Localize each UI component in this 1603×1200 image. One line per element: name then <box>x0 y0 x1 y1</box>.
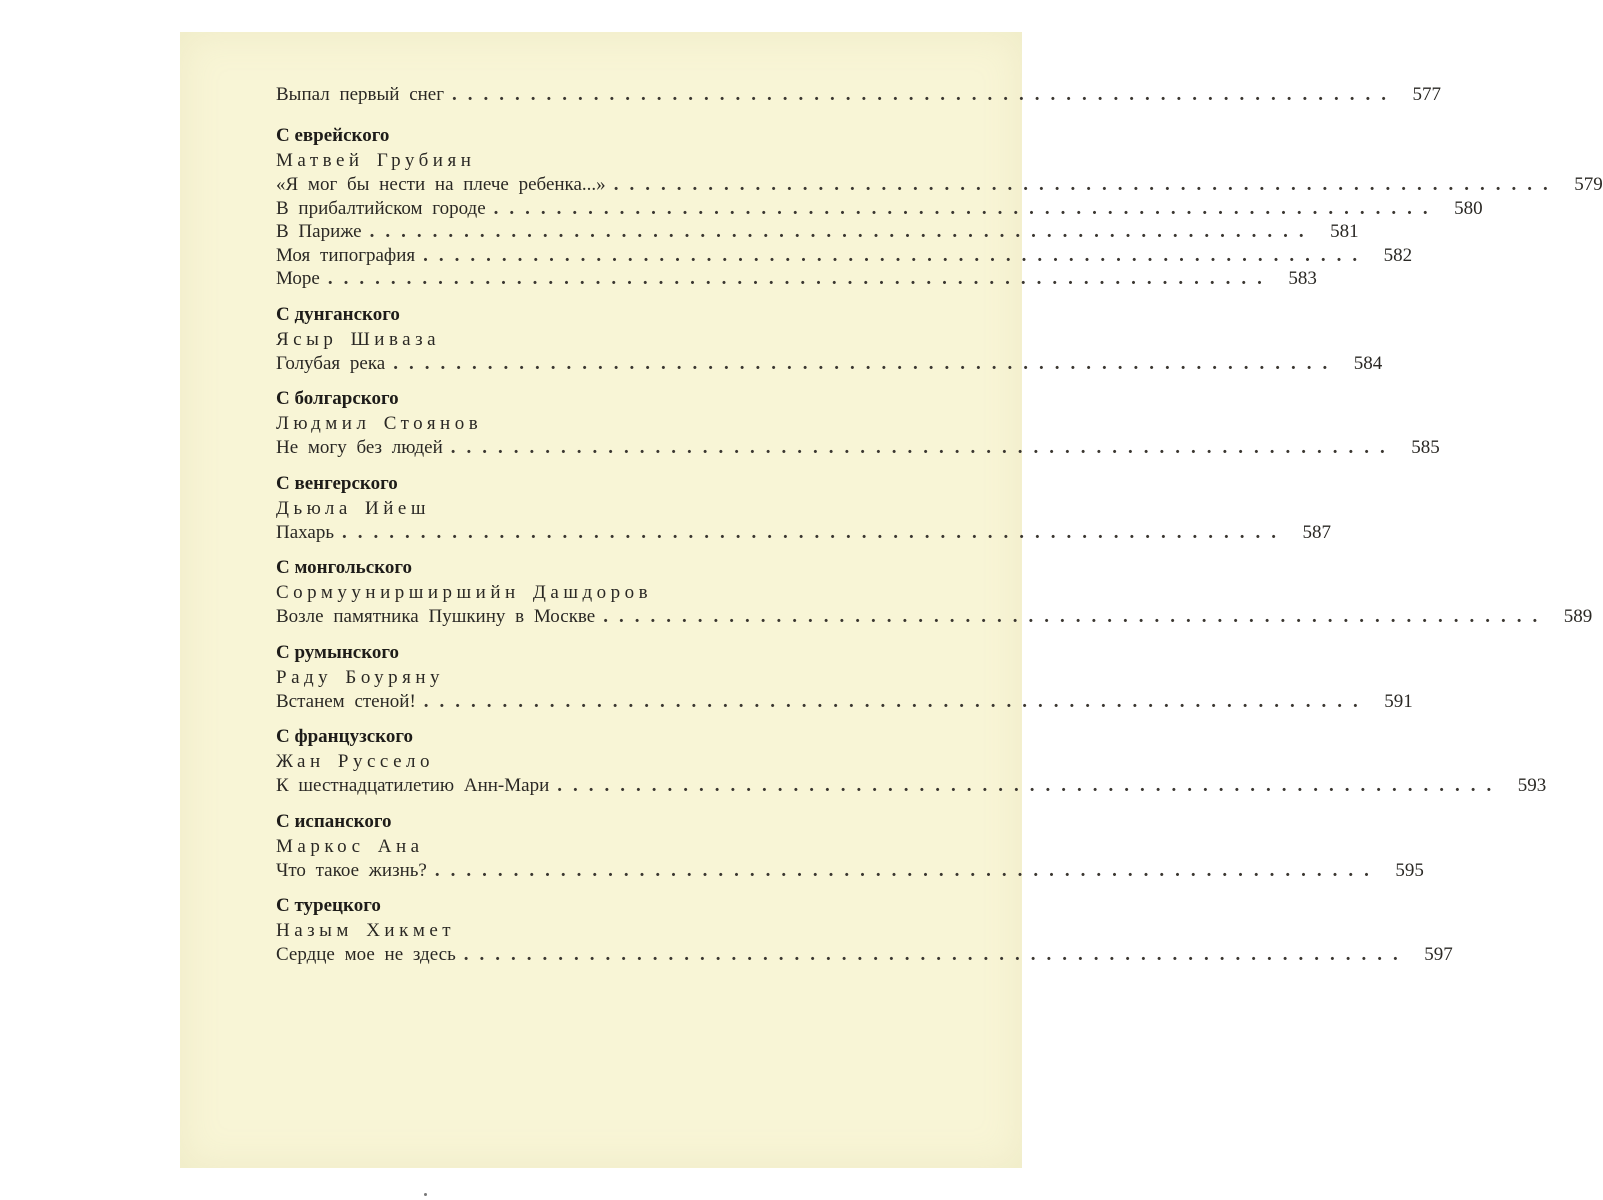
entry-title: Пахарь <box>276 521 335 543</box>
author-name: Маркос Ана <box>276 835 424 857</box>
entry-page-number: 584 <box>1353 352 1383 374</box>
section-heading: С болгарского <box>276 388 399 409</box>
leader-dots: ............................................................ <box>423 244 1369 266</box>
author-name: Матвей Грубиян <box>276 150 476 171</box>
entry-title: Возле памятника Пушкину в Москве <box>276 606 596 627</box>
leader-dots: ............................................................ <box>342 521 1288 543</box>
entry-page-number: 580 <box>1454 197 1483 219</box>
entry-title: Не могу без людей <box>276 437 443 458</box>
leader-dots: ............................................................ <box>434 859 1380 881</box>
section-heading: С венгерского <box>276 472 398 494</box>
toc-entry <box>276 173 1603 197</box>
entry-page-number: 589 <box>1563 606 1593 627</box>
entry-title: К шестнадцатилетию Анн-Мари <box>276 775 550 796</box>
toc-entry <box>276 78 1442 112</box>
toc-section <box>276 471 1332 545</box>
entry-page-number: 591 <box>1384 690 1413 712</box>
section-heading: С французского <box>276 726 413 747</box>
toc-entry <box>276 220 1359 244</box>
entry-title: Сердце мое не здесь <box>276 944 456 965</box>
section-heading: С турецкого <box>276 895 381 916</box>
toc-entry <box>276 244 1413 268</box>
toc-entry <box>276 352 1383 376</box>
entry-title: Выпал первый снег <box>276 84 445 105</box>
toc-section <box>276 123 1603 291</box>
leader-dots: ............................................................ <box>327 268 1273 289</box>
leader-dots: ............................................................ <box>603 606 1549 627</box>
table-of-contents <box>276 78 1603 967</box>
section-heading: С дунганского <box>276 303 400 325</box>
entry-title: Что такое жизнь? <box>276 859 427 881</box>
section-heading: С монгольского <box>276 557 413 578</box>
toc-entry <box>276 943 1453 967</box>
leader-dots: ............................................................ <box>452 84 1398 105</box>
toc-entry <box>276 197 1483 221</box>
leader-dots: ............................................................ <box>423 690 1369 712</box>
entry-page-number: 577 <box>1412 84 1442 105</box>
leader-dots: ............................................................ <box>393 352 1339 374</box>
entry-title: Море <box>276 268 320 289</box>
author-name: Жан Руссело <box>276 751 434 772</box>
leader-dots: ............................................................ <box>463 944 1409 965</box>
entry-title: В прибалтийском городе <box>276 197 486 219</box>
book-page <box>180 32 1603 1168</box>
leader-dots: ............................................................ <box>613 174 1559 195</box>
author-name: Назым Хикмет <box>276 920 456 941</box>
toc-entry <box>276 521 1332 545</box>
leader-dots: ............................................................ <box>450 437 1396 458</box>
toc-section <box>276 640 1413 714</box>
toc-entry <box>276 436 1440 460</box>
toc-section <box>276 724 1547 798</box>
leader-dots: ............................................................ <box>557 775 1503 796</box>
toc-entry <box>276 859 1424 883</box>
author-name: Людмил Стоянов <box>276 413 483 434</box>
entry-page-number: 582 <box>1383 244 1413 266</box>
toc-entry <box>276 267 1317 291</box>
entry-page-number: 579 <box>1574 174 1603 195</box>
toc-section <box>276 386 1440 460</box>
section-heading: С испанского <box>276 810 392 832</box>
toc-entry <box>276 605 1593 629</box>
section-heading: С еврейского <box>276 125 390 146</box>
toc-section <box>276 893 1453 967</box>
section-heading: С румынского <box>276 641 400 663</box>
toc-entry <box>276 774 1547 798</box>
entry-page-number: 595 <box>1395 859 1424 881</box>
entry-page-number: 587 <box>1302 521 1332 543</box>
entry-title: Моя типография <box>276 244 416 266</box>
toc-first-entry <box>276 78 1442 112</box>
author-name: Ясыр Шиваза <box>276 328 441 350</box>
author-name: Дьюла Ийеш <box>276 497 430 519</box>
entry-page-number: 583 <box>1288 268 1317 289</box>
toc-entry <box>276 690 1413 714</box>
toc-section <box>276 302 1383 376</box>
entry-title: В Париже <box>276 221 362 242</box>
author-name: Раду Боуряну <box>276 666 445 688</box>
entry-page-number: 593 <box>1517 775 1547 796</box>
toc-section <box>276 555 1593 629</box>
leader-dots: ............................................................ <box>493 197 1439 219</box>
entry-page-number: 597 <box>1424 944 1453 965</box>
entry-page-number: 585 <box>1411 437 1440 458</box>
leader-dots: ............................................................ <box>369 221 1315 242</box>
toc-sections <box>276 123 1603 967</box>
entry-title: Встанем стеной! <box>276 690 416 712</box>
entry-title: Голубая река <box>276 352 386 374</box>
entry-title: «Я мог бы нести на плече ребенка...» <box>276 174 606 195</box>
paper-speck <box>424 1193 427 1196</box>
toc-section <box>276 809 1424 883</box>
author-name: Сормуунирширшийн Дашдоров <box>276 582 653 603</box>
entry-page-number: 581 <box>1330 221 1359 242</box>
